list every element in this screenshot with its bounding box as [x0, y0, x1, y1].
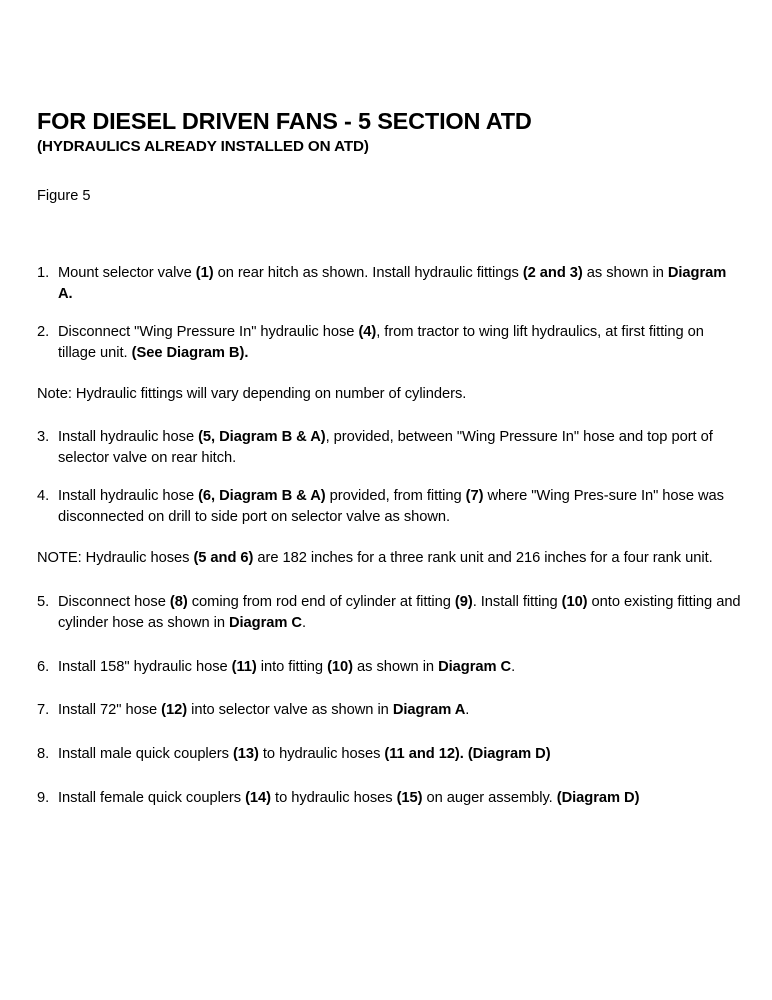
step-text: , from tractor to wing lift hydraulics, at first fitting on tillage unit. — [58, 323, 704, 361]
instruction-step-8 — [37, 744, 743, 765]
instruction-step-4 — [37, 486, 743, 528]
step-emphasis: (10) — [327, 658, 353, 675]
step-emphasis: (1) — [195, 265, 214, 281]
step-text: coming from rod end of cylinder at fitting — [187, 593, 455, 610]
step-emphasis: (Diagram D) — [556, 790, 640, 807]
step-emphasis: (2 and 3) — [522, 265, 583, 281]
instruction-step-3 — [37, 427, 743, 469]
instruction-step-1 — [37, 263, 743, 305]
spacer — [37, 305, 743, 322]
step-emphasis: (12) — [161, 702, 188, 719]
step-text: . Install fitting — [472, 593, 562, 610]
step-text: into fitting — [256, 658, 328, 675]
spacer — [37, 765, 743, 788]
step-text: Mount selector valve — [58, 265, 196, 281]
step-emphasis: (7) — [465, 488, 484, 505]
step-text: into selector valve as shown in — [187, 702, 393, 719]
step-emphasis: Diagram C — [228, 614, 302, 631]
step-emphasis: (14) — [245, 790, 272, 807]
page-subtitle: (HYDRAULICS ALREADY INSTALLED ON ATD) — [37, 138, 369, 156]
step-emphasis: (Diagram D) — [467, 746, 551, 763]
page-title: FOR DIESEL DRIVEN FANS - 5 SECTION ATD — [37, 108, 532, 134]
step-text: , provided, between "Wing Pressure In" hose and top port of selector valve on rear hitch. — [58, 429, 713, 467]
step-marker: 6. — [37, 658, 50, 675]
instruction-step-7 — [37, 700, 743, 721]
step-emphasis: (6, Diagram B & A) — [198, 488, 326, 505]
step-emphasis: (11 and 12). — [384, 746, 464, 763]
step-emphasis: (11) — [231, 658, 257, 675]
step-emphasis: (5, Diagram B & A) — [198, 429, 326, 446]
step-text: to hydraulic hoses — [271, 790, 397, 807]
step-emphasis: Diagram A — [392, 702, 466, 719]
spacer — [37, 677, 743, 700]
figure-label: Figure 5 — [37, 188, 91, 204]
step-emphasis: Diagram C — [438, 658, 512, 675]
note-cylinders: Note: Hydraulic fittings will vary depending on number of cylinders. — [37, 385, 467, 402]
step-marker: 7. — [37, 702, 50, 719]
step-text: Install male quick couplers — [58, 746, 233, 763]
step-text: Install 158" hydraulic hose — [58, 658, 232, 675]
step-text: Disconnect hose — [58, 593, 170, 610]
step-text: . — [465, 702, 470, 719]
step-emphasis: (15) — [396, 790, 423, 807]
instruction-step-9 — [37, 788, 743, 809]
spacer — [37, 569, 743, 592]
step-marker: 5. — [37, 593, 50, 610]
step-text: Install hydraulic hose — [58, 488, 199, 505]
step-marker: 1. — [37, 265, 50, 281]
step-marker: 3. — [37, 429, 50, 446]
step-marker: 8. — [37, 746, 50, 763]
spacer — [37, 528, 743, 548]
step-emphasis: Diagram A. — [58, 265, 727, 302]
note-hose-lengths — [37, 548, 743, 569]
step-text: where "Wing Pres-sure In" hose was disconnected on drill to side port on selector valve as shown. — [58, 488, 724, 525]
step-emphasis: (4) — [358, 323, 377, 340]
instruction-step-2 — [37, 322, 743, 364]
step-text: Install female quick couplers — [58, 790, 246, 807]
step-text: Disconnect "Wing Pressure In" hydraulic hose — [58, 323, 359, 340]
step-text: provided, from fitting — [325, 488, 466, 505]
step-marker: 4. — [37, 488, 50, 505]
spacer — [37, 634, 743, 657]
step-text: . — [301, 614, 307, 631]
instruction-list — [37, 263, 743, 809]
step-text: on auger assembly. — [422, 790, 557, 807]
step-emphasis: (9) — [454, 593, 473, 610]
step-text: . — [511, 658, 516, 675]
step-text: as shown in — [582, 265, 668, 281]
step-text: as shown in — [353, 658, 439, 675]
step-emphasis: (See Diagram B). — [131, 344, 249, 361]
step-text: on rear hitch as shown. Install hydraulic fittings — [213, 265, 523, 281]
note-text: NOTE: Hydraulic hoses — [37, 549, 194, 566]
instruction-step-6 — [37, 657, 743, 678]
note-emphasis: (5 and 6) — [193, 549, 254, 566]
note-text: are 182 inches for a three rank unit and 216 inches for a four rank unit. — [253, 549, 713, 566]
step-emphasis: (8) — [169, 593, 188, 610]
step-emphasis: (13) — [232, 746, 259, 763]
document-content — [37, 108, 743, 807]
spacer — [37, 364, 743, 384]
spacer — [37, 721, 743, 744]
step-marker: 2. — [37, 323, 50, 340]
step-text: Install hydraulic hose — [58, 429, 199, 446]
step-text: to hydraulic hoses — [258, 746, 385, 763]
step-text: onto existing fitting and cylinder hose as shown in — [58, 593, 741, 631]
spacer — [37, 469, 743, 486]
step-text: Install 72" hose — [58, 702, 162, 719]
step-emphasis: (10) — [561, 593, 588, 610]
step-marker: 9. — [37, 790, 50, 807]
spacer — [37, 404, 743, 427]
instruction-step-5 — [37, 592, 743, 634]
